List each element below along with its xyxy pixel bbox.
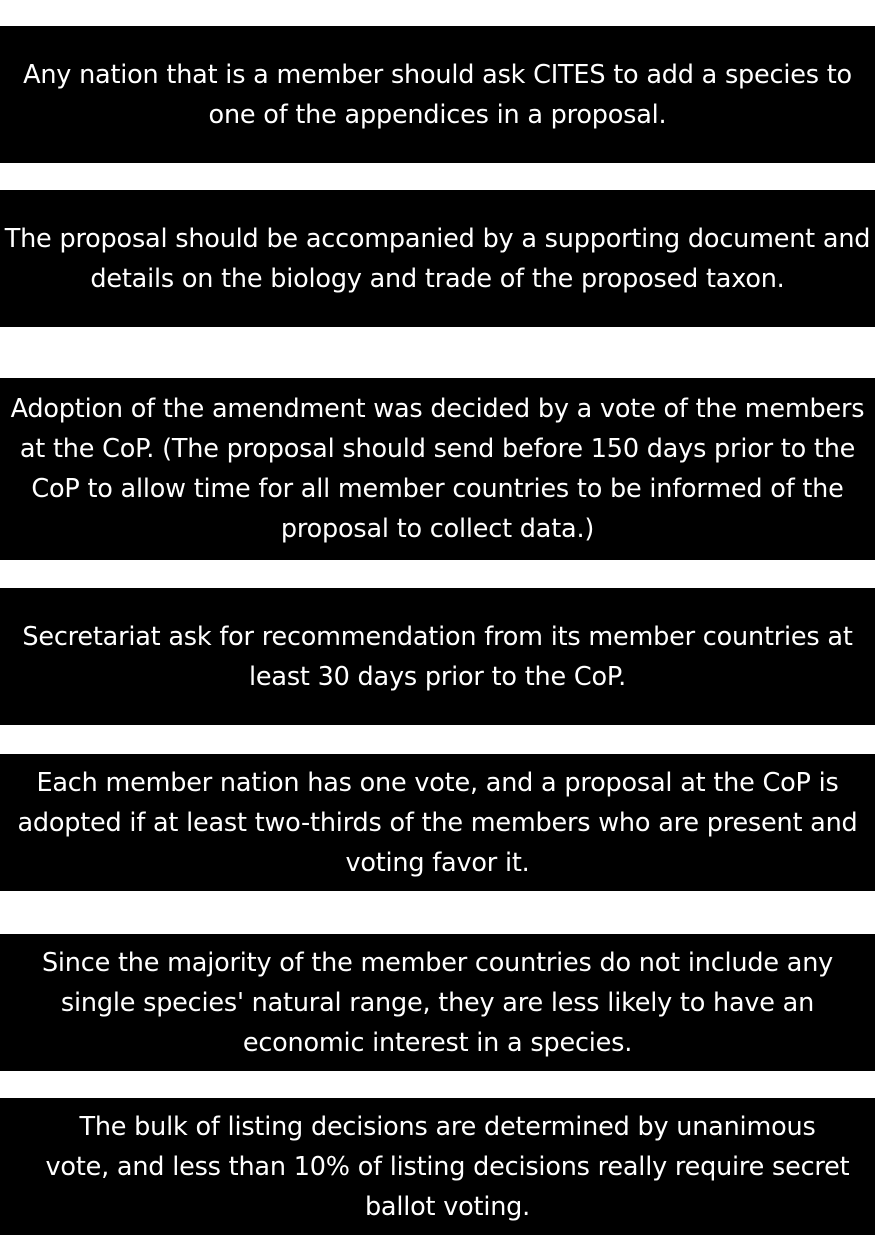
step-text-3: Adoption of the amendment was decided by a vote of the members at the CoP. (The proposal should send before 150 days prior to the CoP to allow time for all member countries to be informed of the proposal to collect data.) [10,394,865,544]
step-box-1 [0,26,875,163]
step-box-7 [0,1098,875,1235]
step-box-3 [0,378,875,560]
step-box-6 [0,934,875,1071]
step-text-1: Any nation that is a member should ask CITES to add a species to one of the appendices in a proposal. [23,59,852,130]
step-box-5 [0,754,875,891]
step-box-2 [0,190,875,327]
step-text-6: Since the majority of the member countries do not include any single species' natural range, they are less likely to have an economic interest in a species. [41,947,834,1058]
step-box-4 [0,588,875,725]
step-text-2: The proposal should be accompanied by a supporting document and details on the biology and trade of the proposed taxon. [4,223,871,294]
step-text-7: The bulk of listing decisions are determined by unanimous vote, and less than 10% of listing decisions really require secret ballot voting. [45,1111,850,1222]
step-text-5: Each member nation has one vote, and a proposal at the CoP is adopted if at least two-thirds of the members who are present and voting favor it. [17,767,858,878]
step-text-4: Secretariat ask for recommendation from its member countries at least 30 days prior to the CoP. [22,621,853,692]
